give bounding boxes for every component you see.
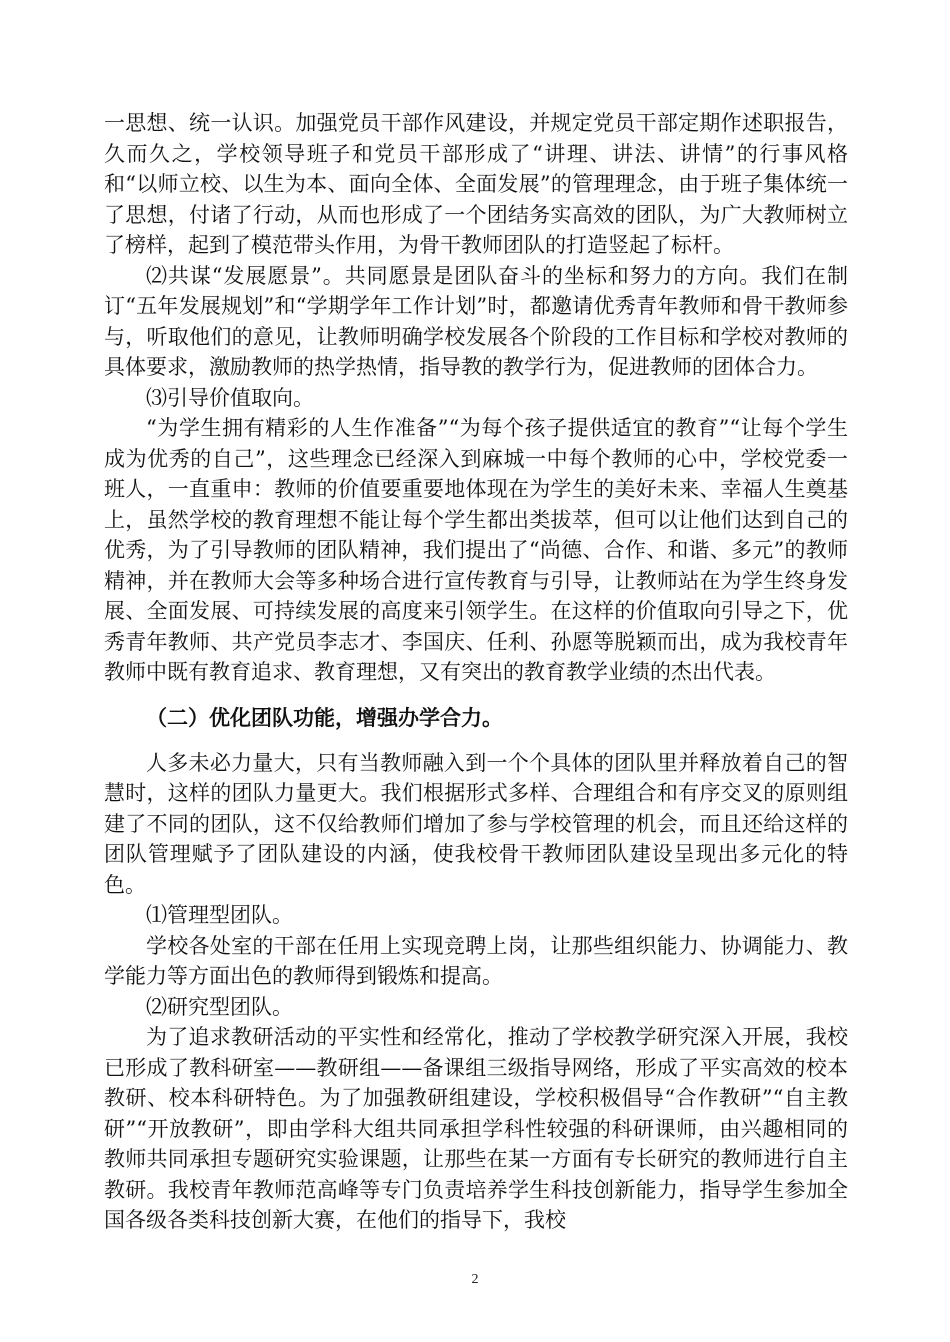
subheading-management-team: ⑴管理型团队。: [146, 903, 293, 927]
section-heading-optimize-team: （二）优化团队功能，增强办学合力。: [146, 705, 503, 730]
paragraph-research-team: 为了追求教研活动的平实性和经常化，推动了学校教学研究深入开展，我校已形成了教科研室——教研组——备课组三级指导网络，形成了平实高效的校本教研、校本科研特色。为了加强教研组建设，学校积极倡导“合作教研”“自主教研”“开放教研”，即由学科大组共同承担学科性较强的科研课师，由兴趣相同的教师共同承担专题研究实验课题，让那些在某一方面有专长研究的教师进行自主教研。我校青年教师范高峰等专门负责培养学生科技创新能力，指导学生参加全国各级各类科技创新大赛，在他们的指导下，我校: [104, 1025, 848, 1232]
page-number: 2: [471, 1272, 479, 1287]
document-page: [104, 108, 848, 1236]
paragraph-shared-vision: ⑵共谋“发展愿景”。共同愿景是团队奋斗的坐标和努力的方向。我们在制订“五年发展规划”和“学期学年工作计划”时，都邀请优秀青年教师和骨干教师参与，听取他们的意见，让教师明确学校发展各个阶段的工作目标和学校对教师的具体要求，激励教师的热学热情，指导教的教学行为，促进教师的团体合力。: [104, 263, 848, 379]
paragraph-teacher-values: “为学生拥有精彩的人生作准备”“为每个孩子提供适宜的教育”“让每个学生成为优秀的自己”，这些理念已经深入到麻城一中每个教师的心中，学校党委一班人，一直重申：教师的价值要重要地体现在为学生的美好未来、幸福人生奠基上，虽然学校的教育理想不能让每个学生都出类拔萃，但可以让他们达到自己的优秀，为了引导教师的团队精神，我们提出了“尚德、合作、和谐、多元”的教师精神，并在教师大会等多种场合进行宣传教育与引导，让教师站在为学生终身发展、全面发展、可持续发展的高度来引领学生。在这样的价值取向引导之下，优秀青年教师、共产党员李志才、李国庆、任利、孙愿等脱颖而出，成为我校青年教师中既有教育追求、教育理想，又有突出的教育教学业绩的杰出代表。: [104, 416, 848, 684]
subheading-research-team: ⑵研究型团队。: [146, 994, 293, 1019]
subheading-guide-values: ⑶引导价值取向。: [146, 385, 314, 410]
paragraph-team-power: 人多未必力量大，只有当教师融入到一个个具体的团队里并释放着自己的智慧时，这样的团队力量更大。我们根据形式多样、合理组合和有序交叉的原则组建了不同的团队，这不仅给教师们增加了参与学校管理的机会，而且还给这样的团队管理赋予了团队建设的内涵，使我校骨干教师团队建设呈现出多元化的特色。: [104, 750, 848, 897]
paragraph-management-team: 学校各处室的干部在任用上实现竞聘上岗，让那些组织能力、协调能力、教学能力等方面出色的教师得到锻炼和提高。: [104, 933, 848, 988]
paragraph-leadership-style: 一思想、统一认识。加强党员干部作风建设，并规定党员干部定期作述职报告，久而久之，学校领导班子和党员干部形成了“讲理、讲法、讲情”的行事风格和“以师立校、以生为本、面向全体、全面发展”的管理理念，由于班子集体统一了思想，付诸了行动，从而也形成了一个团结务实高效的团队，为广大教师树立了榜样，起到了模范带头作用，为骨干教师团队的打造竖起了标杆。: [104, 111, 848, 257]
